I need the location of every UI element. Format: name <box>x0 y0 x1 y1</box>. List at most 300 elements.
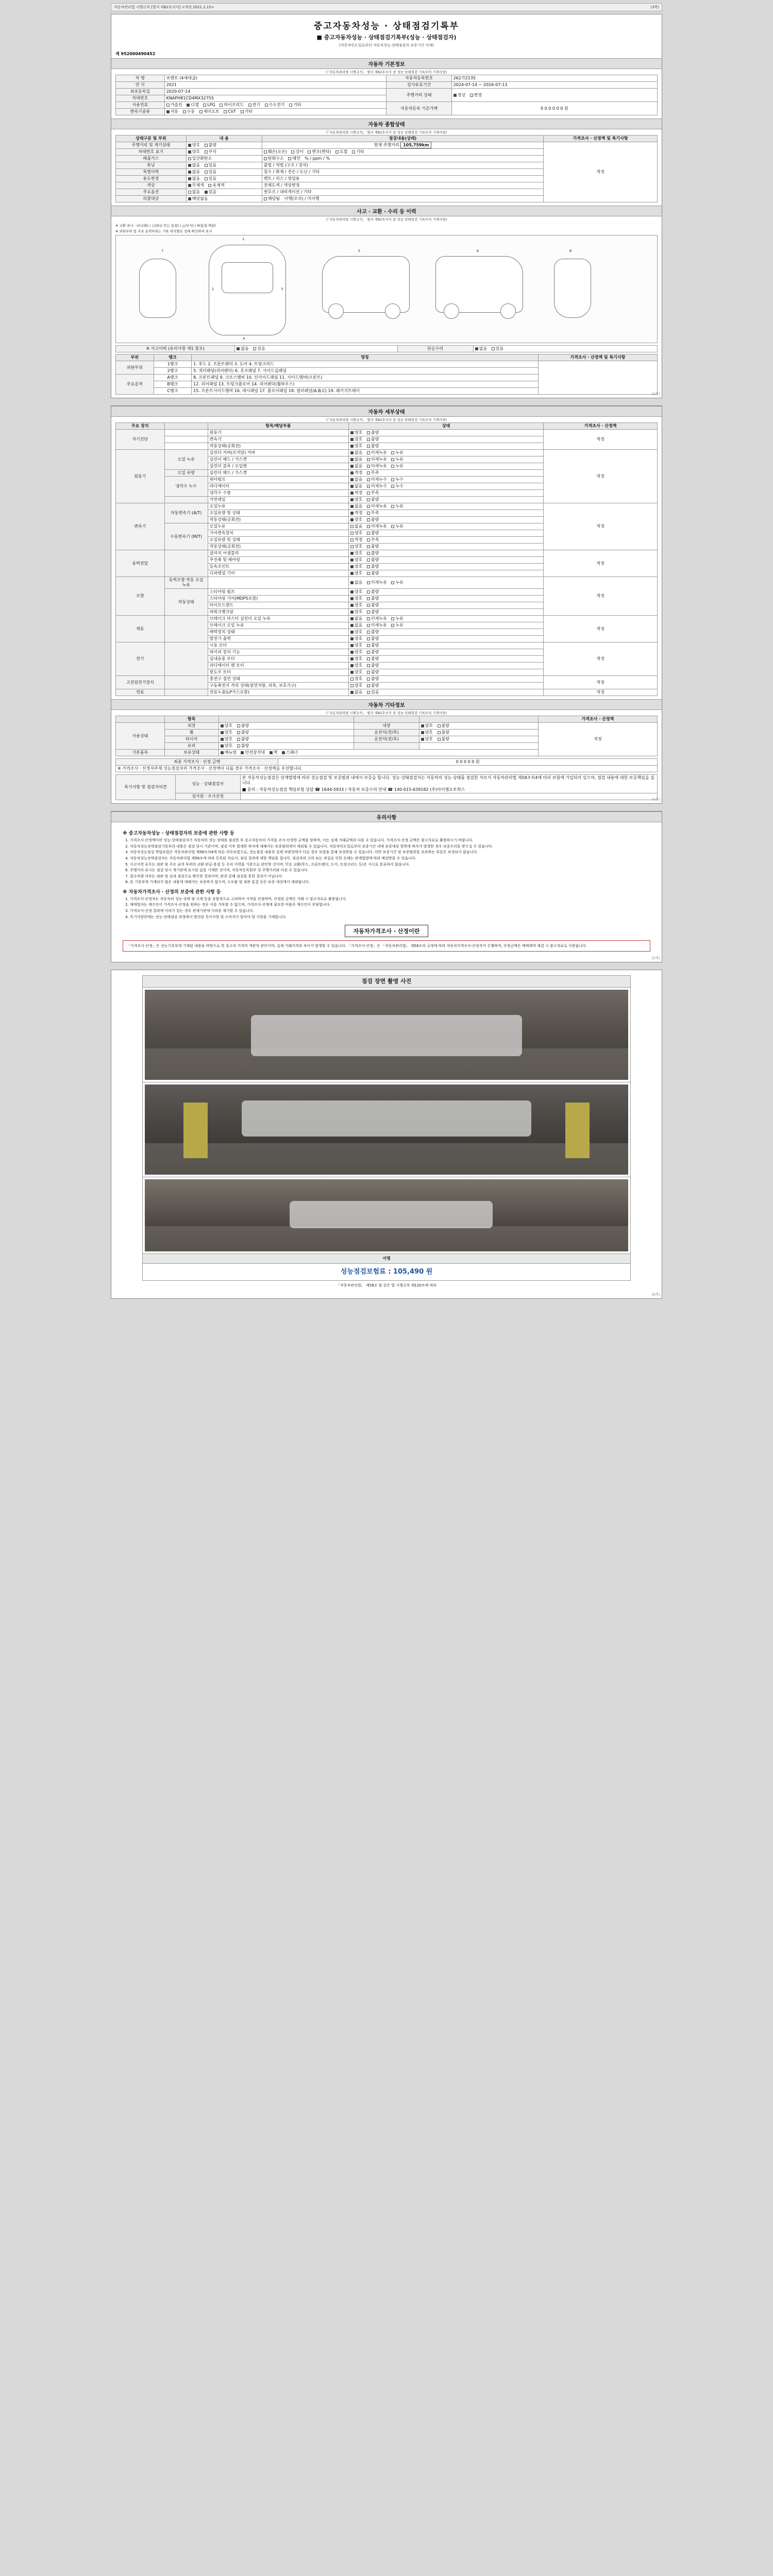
opt-tr-1-low[interactable]: 부족 <box>367 511 379 516</box>
item-el-4: 윈도우 모터 <box>208 669 348 676</box>
item-eng-7: 커먼레일 <box>208 497 348 503</box>
opt-fuel-electric[interactable]: 전기 <box>248 103 260 108</box>
opt-eng-4-micro[interactable]: 미세누수 <box>367 477 387 482</box>
opinion-table <box>115 774 658 800</box>
insurance-fee: 성능점검보험료 : 105,490 원 <box>340 1267 433 1276</box>
state-eng-2 <box>348 463 543 470</box>
state-hv-0 <box>348 676 543 683</box>
opt-eng-5-micro[interactable]: 미세누수 <box>367 484 387 489</box>
item-eng-5: 라디에이터 <box>208 483 348 490</box>
opt-tr-2-good[interactable]: 양호 <box>350 517 362 522</box>
row-detail-7: 썬루프 / 내비게이션 / 기타 <box>262 189 544 196</box>
sheet-photos <box>111 970 662 1299</box>
value-accident-history <box>235 346 397 352</box>
item-st-1: 스티어링 펌프 <box>208 589 348 596</box>
opt-8-1[interactable]: 해당됨 <box>264 196 280 201</box>
opt-1-1[interactable]: 부식 <box>205 149 216 155</box>
other-label2-1: 운전석(전/후) <box>354 730 419 736</box>
label-basic-items: 기본품목 <box>116 750 165 756</box>
photo-floor-3 <box>145 1226 628 1251</box>
value-transmission <box>164 109 386 115</box>
opt-eng-2-micro[interactable]: 미세누유 <box>367 464 387 469</box>
opt-triangle[interactable]: 안전삼각대 <box>241 750 265 755</box>
value-simple-repair <box>473 346 657 352</box>
opt-tr-5-ok[interactable]: 적정 <box>350 537 362 543</box>
col-state: 상태 <box>348 423 543 430</box>
col-other-cat <box>116 716 165 723</box>
opt-hv-0-good[interactable]: 양호 <box>350 676 362 682</box>
other-label-3: 유리 <box>164 743 219 750</box>
opt-manual[interactable]: 매뉴얼 <box>221 750 237 755</box>
other-state-3 <box>219 743 354 750</box>
opt-jack[interactable]: 잭 <box>270 750 278 755</box>
item-pw-3: 디퍼렌셜 기어 <box>208 570 348 577</box>
col-panel-price: 가격조사 · 산정액 및 특기사항 <box>538 354 657 361</box>
frame-rankB-parts: 12. 리어패널 13. 트렁크플로어 14. 리어펜더(휠하우스) <box>192 381 539 388</box>
opt-1-6[interactable]: 기타 <box>352 149 364 155</box>
opt-self-0-good[interactable]: 양호 <box>350 430 362 435</box>
opt-hv-1-bad[interactable]: 불량 <box>367 683 379 688</box>
item-eng-1: 실린더 헤드 / 가스켓 <box>208 456 348 463</box>
opt-eng-5-leak[interactable]: 누수 <box>391 484 403 489</box>
price-steering: 적정 <box>544 577 658 616</box>
opt-br-3-good[interactable]: 양호 <box>350 636 362 641</box>
opt-fuel-hybrid[interactable]: 하이브리드 <box>220 103 244 108</box>
callout-7: 7 <box>161 249 164 253</box>
state-self-2 <box>348 443 543 450</box>
car-damage-diagram[interactable] <box>115 235 658 343</box>
photo-lift-post-right <box>565 1103 590 1159</box>
opt-trans-auto[interactable]: 자동 <box>166 109 178 114</box>
opt-eng-7-bad[interactable]: 불량 <box>367 497 379 502</box>
col-detail-price: 가격조사 · 산정액 <box>544 423 658 430</box>
opt-el-4-bad[interactable]: 불량 <box>367 670 379 675</box>
outer-rank2-parts: 5. 쿼터패널(리어펜더) 6. 루프패널 7. 사이드실패널 <box>192 368 539 375</box>
opt-el-0-bad[interactable]: 불량 <box>367 643 379 648</box>
doc-number: 제 952000490452 <box>115 52 156 56</box>
opt-5-0[interactable]: 없음 <box>188 176 200 181</box>
callout-6: 6 <box>477 249 479 253</box>
row-detail-0: 현재 주행거리 105,759km <box>262 142 544 149</box>
opt-br-1-micro[interactable]: 미세누유 <box>367 623 387 628</box>
opt-glass-good[interactable]: 양호 <box>221 743 232 749</box>
opt-trans-semi[interactable]: 세미오토 <box>199 109 220 114</box>
opt-2-0[interactable]: 일산화탄소 <box>188 156 212 161</box>
photo-cell-3 <box>143 1177 631 1253</box>
opt-6-0[interactable]: 무채색 <box>188 183 204 188</box>
opt-tr-5-low[interactable]: 부족 <box>367 537 379 543</box>
opt-ext-bad[interactable]: 불량 <box>237 723 249 728</box>
item-eng-6: 냉각수 수량 <box>208 490 348 497</box>
col-content: 내 용 <box>186 135 262 142</box>
opt-pw-0-bad[interactable]: 불량 <box>367 551 379 556</box>
sub-steer-operation: 작동상태 <box>164 589 208 616</box>
opt-3-1[interactable]: 있음 <box>205 163 216 168</box>
opt-eng-0-none[interactable]: 없음 <box>350 450 362 455</box>
notice-item: 7. 침수차량 여부는 외관 및 실내 점검으로 확인한 결과이며, 완전 분해 점검을 통한 결과가 아닙니다. <box>130 874 650 879</box>
opt-seatf-good[interactable]: 양호 <box>421 730 433 735</box>
col-device: 주요 장치 <box>116 423 165 430</box>
photo-lift-post-left <box>183 1103 208 1159</box>
opt-seatr-bad[interactable]: 불량 <box>438 737 449 742</box>
col-panel-part: 부위 <box>116 354 154 361</box>
opt-tr-4-good[interactable]: 양호 <box>350 531 362 536</box>
opt-el-4-good[interactable]: 양호 <box>350 670 362 675</box>
notice-h1: ※ 중고자동차성능 · 상태점검자의 보증에 관한 사항 등 <box>123 831 234 836</box>
row-opts-4 <box>186 169 262 176</box>
item-el-3: 라디에이터 팬 모터 <box>208 663 348 669</box>
basic-info-table <box>115 75 658 115</box>
opt-st-3-good[interactable]: 양호 <box>350 603 362 608</box>
section-accident-title: 사고 · 교환 · 수리 등 이력 <box>111 206 662 216</box>
opt-tire-bad[interactable]: 불량 <box>237 737 249 742</box>
row-label-vin: 차대번호 <box>116 95 165 102</box>
sub-coolant: 냉각수 누수 <box>164 477 208 497</box>
opt-el-3-good[interactable]: 양호 <box>350 663 362 668</box>
row-label-3: 튜닝 <box>116 162 187 169</box>
opt-el-1-good[interactable]: 양호 <box>350 650 362 655</box>
opt-2-1[interactable]: 탄화수소 <box>264 156 284 161</box>
item-eng-4: 워터펌프 <box>208 477 348 483</box>
other-label-0: 외장 <box>164 723 219 730</box>
row-label-0: 주행거리 및 계기상태 <box>116 142 187 149</box>
opt-eng-6-ok[interactable]: 적정 <box>350 490 362 496</box>
opt-0-0[interactable]: 양호 <box>188 143 200 148</box>
opt-br-0-micro[interactable]: 미세누유 <box>367 616 387 621</box>
opt-tr-1-ok[interactable]: 적정 <box>350 511 362 516</box>
opt-7-0[interactable]: 없음 <box>188 190 200 195</box>
diagram-legend-2: ※ 외판부위 및 주요 골격부위는 기록 위치별로 상태 확인하여 표시 <box>115 229 212 233</box>
opt-glass-bad[interactable]: 불량 <box>237 743 249 749</box>
table-row <box>116 676 658 683</box>
opt-self-1-bad[interactable]: 불량 <box>367 437 379 442</box>
opt-wheel-good[interactable]: 양호 <box>221 730 232 735</box>
state-self-1 <box>348 436 543 443</box>
opt-st-1-bad[interactable]: 불량 <box>367 589 379 595</box>
row-detail-3: 불법 / 적법 (구조 / 장치) <box>262 162 544 169</box>
price-engine: 적정 <box>544 450 658 503</box>
sub-auto-trans: 자동변속기 (A/T) <box>164 503 208 523</box>
opt-br-1-none[interactable]: 없음 <box>350 623 362 628</box>
state-st-3 <box>348 602 543 609</box>
value-plate: 262가2135 <box>451 75 657 82</box>
state-tr-2 <box>348 517 543 523</box>
opt-spanner[interactable]: 스패너 <box>282 750 298 755</box>
row-detail-2 <box>262 156 544 162</box>
opt-tr-2-bad[interactable]: 불량 <box>367 517 379 522</box>
opt-fuel-gasoline[interactable]: 가솔린 <box>166 103 182 108</box>
opt-br-0-leak[interactable]: 누유 <box>391 616 403 621</box>
opt-eng-0-leak[interactable]: 누유 <box>391 450 403 455</box>
opt-el-0-good[interactable]: 양호 <box>350 643 362 648</box>
opt-br-2-bad[interactable]: 불량 <box>367 630 379 635</box>
opt-5-1[interactable]: 있음 <box>205 176 216 181</box>
row-label-transmission: 변속기종류 <box>116 109 165 115</box>
opt-ext-good[interactable]: 양호 <box>221 723 232 728</box>
assessor-sign-area <box>240 793 657 800</box>
opt-trans-manual[interactable]: 수동 <box>183 109 195 114</box>
opt-st-3-bad[interactable]: 불량 <box>367 603 379 608</box>
state-tr-0 <box>348 503 543 510</box>
col-detail: 점검내용(상태) <box>262 135 544 142</box>
row-detail-5: 렌트 / 리스 / 영업용 <box>262 176 544 182</box>
notice-item: 8. 본 기록부에 기재되지 않은 내용에 대해서는 보증하지 않으며, 소모품 및 외관 흠집 등은 보증 대상에서 제외됩니다. <box>130 879 650 885</box>
opt-4-1[interactable]: 있음 <box>205 170 216 175</box>
group-transmission: 변속기 <box>116 503 165 550</box>
item-tr-3: 오일누유 <box>208 523 348 530</box>
state-tr-3 <box>348 523 543 530</box>
item-br-1: 브레이크 오일 누유 <box>208 622 348 629</box>
row-detail-1 <box>262 149 544 156</box>
opt-simple-none[interactable]: 없음 <box>475 346 487 351</box>
state-br-2 <box>348 629 543 636</box>
opt-eng-5-none[interactable]: 없음 <box>350 484 362 489</box>
opt-trans-etc[interactable]: 기타 <box>241 109 253 114</box>
state-fu-0 <box>348 689 543 696</box>
opt-eng-0-micro[interactable]: 미세누유 <box>367 450 387 455</box>
sub-oil-amount: 오일 유량 <box>164 470 208 477</box>
opt-st-1-good[interactable]: 양호 <box>350 589 362 595</box>
row-opts-6 <box>186 182 262 189</box>
opt-1-2[interactable]: 훼손(오손) <box>264 149 287 155</box>
rank-b: B랭크 <box>154 381 192 388</box>
sheet-detail-state <box>111 405 662 804</box>
row-label-8: 리콜대상 <box>116 196 187 202</box>
accident-summary-table <box>115 345 658 352</box>
label-frame: 주요골격 <box>116 375 154 395</box>
state-eng-7 <box>348 497 543 503</box>
opt-fuel-etc[interactable]: 기타 <box>289 103 301 108</box>
opt-st-2-bad[interactable]: 불량 <box>367 596 379 601</box>
opt-eng-6-low[interactable]: 부족 <box>367 490 379 496</box>
opt-1-5[interactable]: 도말 <box>335 149 347 155</box>
row-opts-1 <box>186 149 262 156</box>
opt-int-good[interactable]: 양호 <box>421 723 433 728</box>
opt-0-1[interactable]: 불량 <box>205 143 216 148</box>
opt-eng-2-none[interactable]: 없음 <box>350 464 362 469</box>
opt-seatf-bad[interactable]: 불량 <box>438 730 449 735</box>
opt-tr-3-none[interactable]: 없음 <box>350 524 362 529</box>
label-signer-assessor: 검사원 · 조사산정 <box>175 793 240 800</box>
opt-tr-3-leak[interactable]: 누유 <box>391 524 403 529</box>
photo-table <box>142 975 631 1281</box>
notice-item: 5. 사고이력 유무는 외판 및 주요 골격 부위의 교환·판금·용접 등 수리 이력을 기준으로 판단한 것이며, 단순 교환(후드, 프론트펜더, 도어, 트렁크리드 등)은 사고로 분류하지 않습니다. <box>130 862 650 867</box>
opt-el-2-good[interactable]: 양호 <box>350 656 362 662</box>
opt-self-2-good[interactable]: 양호 <box>350 444 362 449</box>
item-tr-6: 작동상태(공회전) <box>208 544 348 550</box>
table-row <box>116 550 658 557</box>
section-overall-note: (「자동차관리법 시행규칙」 별지 제82호서식 중 성능·상태점검 기록부의 기재사항) <box>326 130 447 134</box>
notice-item: 3. 자동차성능점검 책임보험은 자동차관리법 제58조의4에 따른 의무보험으로, 성능점검 내용과 실제 차량상태가 다른 경우 보험을 통해 보상받을 수 있습니다. 다만 보증기간 및 보증범위를 초과하는 부분은 보상되지 않습니다. <box>130 850 650 855</box>
value-fuel <box>164 102 386 109</box>
opt-tire-good[interactable]: 양호 <box>221 737 232 742</box>
price-electric: 적정 <box>544 642 658 676</box>
page-number: (3쪽) <box>650 5 659 9</box>
photo-floor-2 <box>145 1143 628 1175</box>
item-br-0: 브레이크 마스터 실린더 오일 누유 <box>208 616 348 622</box>
col-other-price: 가격조사 · 산정액 <box>538 716 657 723</box>
opt-eng-1-none[interactable]: 없음 <box>350 457 362 462</box>
opt-4-0[interactable]: 없음 <box>188 170 200 175</box>
opt-2-2[interactable]: 매연 <box>288 156 300 161</box>
opt-fuel-hydrogen[interactable]: 수소전기 <box>265 103 285 108</box>
opt-accident-yes[interactable]: 있음 <box>253 346 265 351</box>
opt-pw-2-bad[interactable]: 불량 <box>367 564 379 569</box>
opt-7-1[interactable]: 있음 <box>205 190 216 195</box>
opt-fu-0-yes[interactable]: 있음 <box>367 690 379 695</box>
opt-self-0-bad[interactable]: 불량 <box>367 430 379 435</box>
opt-int-bad[interactable]: 불량 <box>438 723 449 728</box>
opt-fu-0-none[interactable]: 없음 <box>350 690 362 695</box>
item-st-2: 스티어링 기어(MDPS포함) <box>208 596 348 602</box>
item-self-2: 작동상태(공회전) <box>208 443 348 450</box>
table-row <box>116 577 658 589</box>
state-el-4 <box>348 669 543 676</box>
opt-tr-4-bad[interactable]: 불량 <box>367 531 379 536</box>
form-legal-header <box>111 3 662 11</box>
opt-eng-3-low[interactable]: 부족 <box>367 470 379 476</box>
item-tr-0: 오일누유 <box>208 503 348 510</box>
state-el-1 <box>348 649 543 656</box>
opt-3-0[interactable]: 없음 <box>188 163 200 168</box>
state-br-3 <box>348 636 543 642</box>
opt-self-2-bad[interactable]: 불량 <box>367 444 379 449</box>
sub-commonrail <box>164 497 208 503</box>
col-subpart <box>164 423 208 430</box>
opt-eng-4-leak[interactable]: 누수 <box>391 477 403 482</box>
opt-mileage-changed[interactable]: 변경 <box>470 93 482 98</box>
state-pw-2 <box>348 564 543 570</box>
other-label-1: 휠 <box>164 730 219 736</box>
opt-hv-0-bad[interactable]: 불량 <box>367 676 379 682</box>
row-opts-7 <box>186 189 262 196</box>
opt-mileage-normal[interactable]: 정상 <box>453 93 465 98</box>
value-firstreg: 2020-07-14 <box>164 89 386 95</box>
opt-eng-1-micro[interactable]: 미세누유 <box>367 457 387 462</box>
opt-self-1-good[interactable]: 양호 <box>350 437 362 442</box>
opt-el-3-bad[interactable]: 불량 <box>367 663 379 668</box>
opt-br-2-good[interactable]: 양호 <box>350 630 362 635</box>
opt-eng-7-good[interactable]: 양호 <box>350 497 362 502</box>
opt-eng-2-leak[interactable]: 누유 <box>391 464 403 469</box>
opt-8-0[interactable]: 해당없음 <box>188 196 208 201</box>
outer-rank1-parts: 1. 후드 2. 프론트펜더 3. 도어 4. 트렁크리드 <box>192 361 539 368</box>
opt-st-0-leak[interactable]: 누유 <box>391 580 403 585</box>
row-detail-4: 침수 / 화재 / 전손 / 도난 / 기타 <box>262 169 544 176</box>
item-pw-2: 등속조인트 <box>208 564 348 570</box>
col-other-item: 항목 <box>164 716 219 723</box>
callout-2: 2 <box>212 287 214 291</box>
notice-item-2: 3. 가격조사·산정 결과에 이의가 있는 경우 관계기관에 이의를 제기할 수 있습니다. <box>130 908 650 913</box>
other-label2-0: 내장 <box>354 723 419 730</box>
state-el-2 <box>348 656 543 663</box>
opt-pw-3-bad[interactable]: 불량 <box>367 571 379 576</box>
label-basic-sub: 보유상태 <box>164 750 219 756</box>
row-label-inspect: 검사유효기간 <box>386 82 451 89</box>
notice-item: 4. 자동차성능상태점검자는 자동차관리법 제58조에 따라 등록된 자로서, 점검 결과에 대한 책임을 집니다. 점검자의 고의 또는 과실로 인한 손해는 관계법령에 따라 배상받을 수 있습니다. <box>130 856 650 861</box>
opt-br-0-none[interactable]: 없음 <box>350 616 362 621</box>
item-pw-1: 추진축 및 베어링 <box>208 557 348 564</box>
opt-pw-3-good[interactable]: 양호 <box>350 571 362 576</box>
detail-state-table <box>115 422 658 696</box>
opt-st-0-micro[interactable]: 미세누유 <box>367 580 387 585</box>
opt-el-2-bad[interactable]: 불량 <box>367 656 379 662</box>
doc-title: 중고자동차성능 · 상태점검기록부 <box>313 21 460 31</box>
opt-st-4-good[interactable]: 양호 <box>350 609 362 615</box>
opt-tr-0-none[interactable]: 없음 <box>350 504 362 509</box>
opt-hv-1-good[interactable]: 양호 <box>350 683 362 688</box>
opt-tr-0-micro[interactable]: 미세누유 <box>367 504 387 509</box>
opt-accident-none[interactable]: 없음 <box>237 346 248 351</box>
item-br-2: 배력장치 상태 <box>208 629 348 636</box>
price-powertrain: 적정 <box>544 550 658 577</box>
notice-item: 6. 주행거리 표시는 점검 당시 계기판에 표시된 값을 기재한 것이며, 자동차등록원부 상 주행거리와 다를 수 있습니다. <box>130 868 650 873</box>
item-br-3: 발전기 출력 <box>208 636 348 642</box>
opt-tr-6-bad[interactable]: 불량 <box>367 544 379 549</box>
opt-fuel-lpg[interactable]: LPG <box>203 103 215 108</box>
opt-tr-6-good[interactable]: 양호 <box>350 544 362 549</box>
opt-eng-1-leak[interactable]: 누유 <box>391 457 403 462</box>
opt-st-2-good[interactable]: 양호 <box>350 596 362 601</box>
opt-pw-0-good[interactable]: 양호 <box>350 551 362 556</box>
item-el-2: 실내송풍 모터 <box>208 656 348 663</box>
group-highvoltage: 고전원전기장치 <box>116 676 165 689</box>
item-fu-0: 연료누출(LP가스포함) <box>208 689 348 696</box>
table-row <box>116 723 658 730</box>
callout-5: 5 <box>358 249 361 253</box>
opt-eng-4-none[interactable]: 없음 <box>350 477 362 482</box>
value-inspect: 2024-07-14 ~ 2026-07-13 <box>451 82 657 89</box>
notice-item-2: 4. 특기사항란에는 성능·상태점검 과정에서 발견된 특이사항 및 소비자가 알아야 할 사항을 기재합니다. <box>130 914 650 920</box>
row-detail-6: 전체도색 / 색상변경 <box>262 182 544 189</box>
opt-br-1-leak[interactable]: 누유 <box>391 623 403 628</box>
car-rear-view <box>554 259 591 318</box>
opt-el-1-bad[interactable]: 불량 <box>367 650 379 655</box>
opt-wheel-bad[interactable]: 불량 <box>237 730 249 735</box>
section-detail-note: (「자동차관리법 시행규칙」 별지 제82호서식 중 성능·상태점검 기록부의 기재사항) <box>326 418 447 422</box>
photo-cell-1 <box>143 987 631 1082</box>
price-self-diag: 적정 <box>544 430 658 450</box>
opt-1-3[interactable]: 상이 <box>291 149 303 155</box>
opt-tr-3-micro[interactable]: 미세누유 <box>367 524 387 529</box>
opt-st-4-bad[interactable]: 불량 <box>367 609 379 615</box>
row-opts-3 <box>186 162 262 169</box>
opt-6-1[interactable]: 유채색 <box>208 183 224 188</box>
opt-br-3-bad[interactable]: 불량 <box>367 636 379 641</box>
wheel-fr <box>444 303 459 319</box>
row-label-carname: 차 명 <box>116 75 165 82</box>
opt-1-4[interactable]: 변조(변타) <box>308 149 331 155</box>
opt-1-0[interactable]: 양호 <box>188 149 200 155</box>
opt-trans-cvt[interactable]: CVT <box>224 109 236 114</box>
other-label2-2: 운전석(전/후) <box>354 736 419 743</box>
opt-fuel-diesel[interactable]: 디젤 <box>187 103 198 108</box>
opt-eng-3-ok[interactable]: 적정 <box>350 470 362 476</box>
opt-seatr-good[interactable]: 양호 <box>421 737 433 742</box>
group-powertrain: 동력전달 <box>116 550 165 577</box>
sheet4-corner: (6쪽) <box>651 1293 660 1297</box>
opt-simple-yes[interactable]: 있음 <box>492 346 503 351</box>
group-steering: 조향 <box>116 577 165 616</box>
opt-pw-1-bad[interactable]: 불량 <box>367 557 379 563</box>
final-price-table <box>115 758 658 772</box>
opt-st-0-none[interactable]: 없음 <box>350 580 362 585</box>
opt-pw-2-good[interactable]: 양호 <box>350 564 362 569</box>
item-eng-0: 실린더 커버(로커암) 커버 <box>208 450 348 456</box>
other-state-1 <box>219 730 354 736</box>
opt-tr-0-leak[interactable]: 누유 <box>391 504 403 509</box>
opt-pw-1-good[interactable]: 양호 <box>350 557 362 563</box>
